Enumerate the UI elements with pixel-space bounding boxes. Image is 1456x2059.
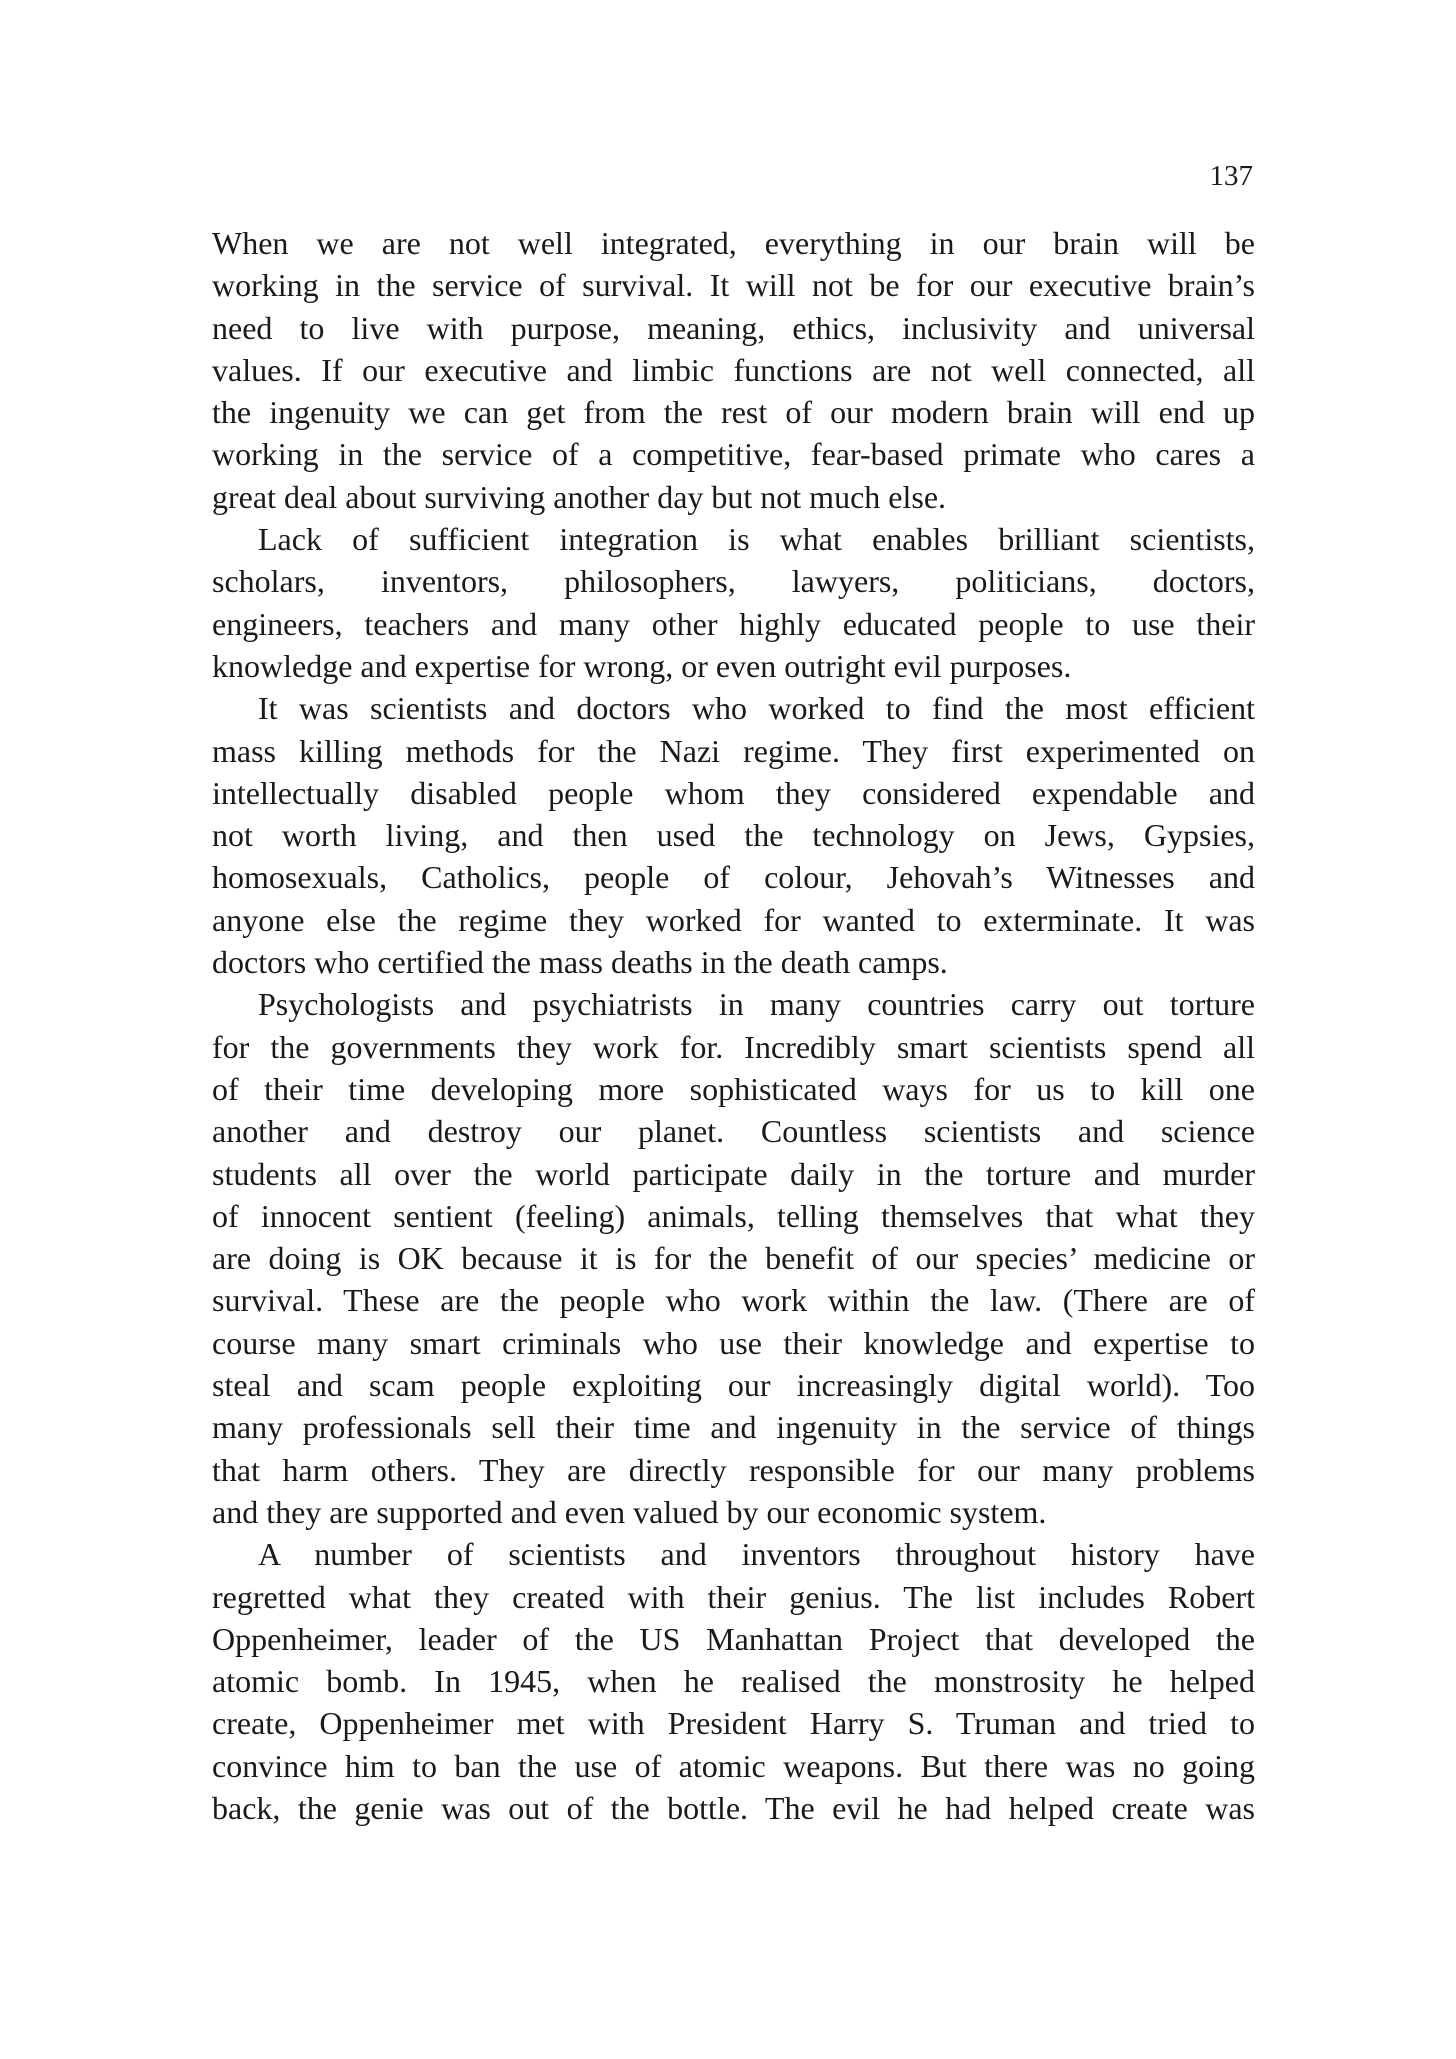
text-line: create, Oppenheimer met with President Harry S. Truman and tried to — [212, 1705, 1255, 1742]
text-line: Oppenheimer, leader of the US Manhattan Project that developed the — [212, 1620, 1255, 1657]
text-line: course many smart criminals who use their knowledge and expertise to — [212, 1324, 1255, 1361]
text-line: working in the service of a competitive, fear-based primate who cares a — [212, 436, 1255, 473]
text-line: students all over the world participate daily in the torture and murder — [212, 1155, 1255, 1192]
text-line: Lack of sufficient integration is what enables brilliant scientists, — [258, 521, 1255, 558]
text-line: It was scientists and doctors who worked to find the most efficient — [258, 690, 1255, 727]
text-line: another and destroy our planet. Countless scientists and science — [212, 1113, 1255, 1150]
text-line: not worth living, and then used the technology on Jews, Gypsies, — [212, 817, 1255, 854]
text-line: mass killing methods for the Nazi regime. They first experimented on — [212, 732, 1255, 769]
text-line: Psychologists and psychiatrists in many countries carry out torture — [258, 986, 1255, 1023]
text-line: scholars, inventors, philosophers, lawyers, politicians, doctors, — [212, 563, 1255, 600]
body-text — [212, 222, 1255, 1829]
paragraph — [212, 222, 1255, 518]
text-line: that harm others. They are directly responsible for our many problems — [212, 1451, 1255, 1488]
text-line: of their time developing more sophisticated ways for us to kill one — [212, 1070, 1255, 1107]
text-line: back, the genie was out of the bottle. The evil he had helped create was — [212, 1789, 1255, 1826]
text-line: intellectually disabled people whom they considered expendable and — [212, 774, 1255, 811]
text-line: values. If our executive and limbic functions are not well connected, all — [212, 351, 1255, 388]
text-line: the ingenuity we can get from the rest of our modern brain will end up — [212, 394, 1255, 431]
text-line: of innocent sentient (feeling) animals, telling themselves that what they — [212, 1197, 1255, 1234]
paragraph — [212, 518, 1255, 687]
page-number: 137 — [1209, 160, 1253, 192]
text-line: great deal about surviving another day but not much else. — [212, 478, 947, 515]
text-line: doctors who certified the mass deaths in the death camps. — [212, 944, 948, 981]
text-line: engineers, teachers and many other highly educated people to use their — [212, 605, 1255, 642]
text-line: need to live with purpose, meaning, ethics, inclusivity and universal — [212, 309, 1255, 346]
text-line: When we are not well integrated, everything in our brain will be — [212, 225, 1255, 261]
text-line: survival. These are the people who work within the law. (There are of — [212, 1282, 1255, 1319]
paragraph — [212, 687, 1255, 983]
text-line: convince him to ban the use of atomic weapons. But there was no going — [212, 1747, 1255, 1784]
paragraph — [212, 1533, 1255, 1829]
paragraph — [212, 983, 1255, 1533]
text-line: knowledge and expertise for wrong, or even outright evil purposes. — [212, 647, 1072, 684]
text-line: regretted what they created with their genius. The list includes Robert — [212, 1578, 1255, 1615]
text-line: A number of scientists and inventors throughout history have — [258, 1536, 1255, 1573]
text-line: atomic bomb. In 1945, when he realised the monstrosity he helped — [212, 1663, 1255, 1700]
text-line: homosexuals, Catholics, people of colour, Jehovah’s Witnesses and — [212, 859, 1255, 896]
text-line: steal and scam people exploiting our increasingly digital world). Too — [212, 1367, 1255, 1404]
text-line: anyone else the regime they worked for wanted to exterminate. It was — [212, 901, 1255, 938]
text-line: are doing is OK because it is for the benefit of our species’ medicine or — [212, 1240, 1255, 1277]
text-line: for the governments they work for. Incredibly smart scientists spend all — [212, 1028, 1255, 1065]
text-line: working in the service of survival. It will not be for our executive brain’s — [212, 267, 1255, 304]
text-line: and they are supported and even valued by our economic system. — [212, 1493, 1047, 1530]
text-line: many professionals sell their time and ingenuity in the service of things — [212, 1409, 1255, 1446]
